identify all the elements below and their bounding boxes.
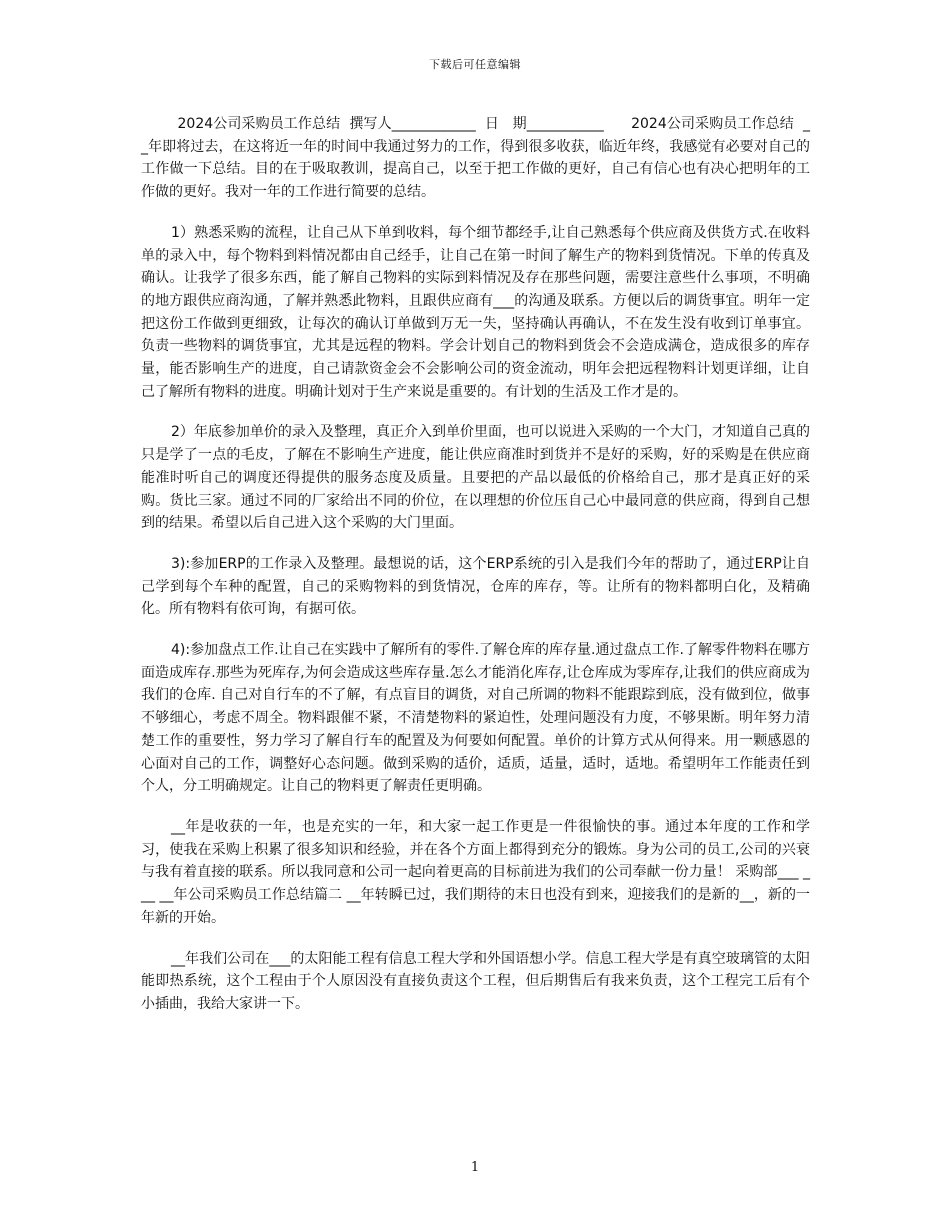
paragraph-section-4: 4):参加盘点工作.让自己在实践中了解所有的零件.了解仓库的库存量.通过盘点工作.了解零件物料在哪方面造成库存.那些为死库存,为何会造成这些库存量.怎么才能消化库存,让仓库成为零库存,让我们的供应商成为我们的仓库. 自己对自行车的不了解，有点盲目的调货，对自己所调的物料不能跟踪到底，没有做到位，做事不够细心，考虑不周全。物料跟催不紧，不清楚物料的紧迫性，处理问题没有力度，不够果断。明年努力清楚工作的重要性，努力学习了解自行车的配置及为何要如何配置。单价的计算方式从何得来。用一颗感恩的心面对自己的工作，调整好心态问题。做到采购的适价，适质，适量，适时，适地。希望明年工作能责任到个人，分工明确规定。让自己的物料更了解责任更明确。 <box>141 642 810 795</box>
paragraph-summary: __年是收获的一年，也是充实的一年，和大家一起工作更是一件很愉快的事。通过本年度的工作和学习，使我在采购上积累了很多知识和经验，并在各个方面上都得到充分的锻炼。身为公司的员工,公司的兴衰与我有着直接的联系。所以我同意和公司一起向着更高的目标前进为我们的公司奉献一份力量！ 采购部___ ___ __年公司采购员工作总结篇二 __年转瞬已过，我们期待的末日也没有到来，迎接我们的是新的__，新的一年新的开始。 <box>141 818 810 926</box>
paragraph-section-2: 2）年底参加单价的录入及整理，真正介入到单价里面，也可以说进入采购的一个大门，才知道自己真的只是学了一点的毛皮，了解在不影响生产进度，能让供应商准时到货并不是好的采购，好的采购是在供应商能准时听自己的调度还得提供的服务态度及质量。且要把的产品以最低的价格给自己，那才是真正好的采购。货比三家。通过不同的厂家给出不同的价位，在以理想的价位压自己心中最同意的供应商，得到自己想到的结果。希望以后自己进入这个采购的大门里面。 <box>141 424 810 532</box>
paragraph-section-3: 3):参加ERP的工作录入及整理。最想说的话，这个ERP系统的引入是我们今年的帮助了，通过ERP让自己学到每个车种的配置，自己的采购物料的到货情况，仓库的库存，等。让所有的物料都明白化，及精确化。所有物料有依可询，有据可依。 <box>141 555 810 618</box>
document-body <box>141 113 810 1034</box>
paragraph-section-1: 1）熟悉采购的流程，让自己从下单到收料，每个细节都经手,让自己熟悉每个供应商及供货方式.在收料单的录入中，每个物料到料情况都由自己经手，让自己在第一时间了解生产的物料到货情况。下单的传真及确认。让我学了很多东西，能了解自己物料的实际到料情况及存在那些问题，需要注意些什么事项，不明确的地方跟供应商沟通，了解并熟悉此物料，且跟供应商有___的沟通及联系。方便以后的调货事宜。明年一定把这份工作做到更细致，让每次的确认订单做到万无一失，坚持确认再确认，不在发生没有收到订单事宜。负责一些物料的调货事宜，尤其是远程的物料。学会计划自己的物料到货会不会造成满仓，造成很多的库存量，能否影响生产的进度，自己请款资金会不会影响公司的资金流动，明年会把远程物料计划更详细，让自己了解所有物料的进度。明确计划对于生产来说是重要的。有计划的生活及工作才是的。 <box>141 224 810 400</box>
paragraph-project: __年我们公司在___的太阳能工程有信息工程大学和外国语想小学。信息工程大学是有真空玻璃管的太阳能即热系统，这个工程由于个人原因没有直接负责这个工程，但后期售后有我来负责，这个工程完工后有个小插曲，我给大家讲一下。 <box>141 950 810 1012</box>
page-number: 1 <box>470 1160 480 1175</box>
page-header: 下载后可任意编辑 <box>429 58 521 71</box>
paragraph-intro: 2024公司采购员工作总结 撰写人____________ 日 期___________ 2024公司采购员工作总结 __年即将过去，在这将近一年的时间中我通过努力的工作，得到很多收获，临近年终，我感觉有必要对自己的工作做一下总结。目的在于吸取教训，提高自己，以至于把工作做的更好，自己有信心也有决心把明年的工作做的更好。我对一年的工作进行简要的总结。 <box>141 116 810 201</box>
